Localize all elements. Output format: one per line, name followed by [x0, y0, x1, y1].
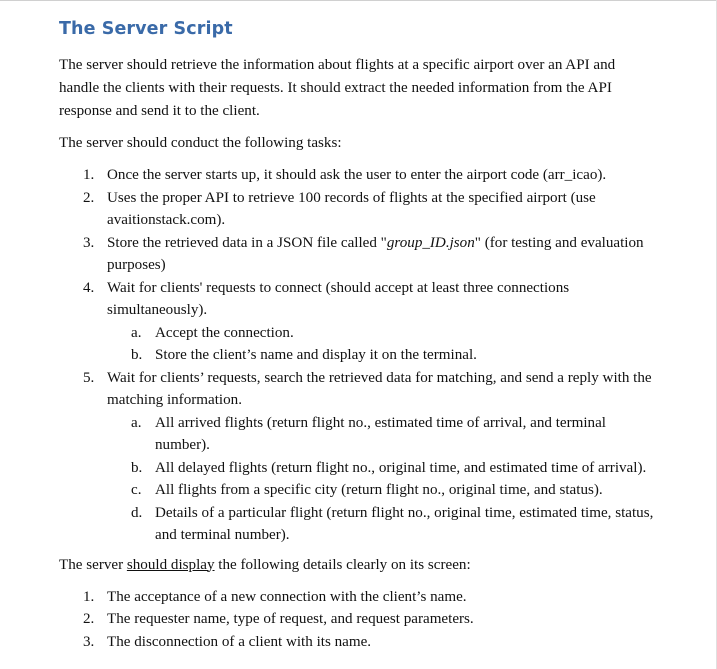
list-number: 4. [83, 279, 95, 296]
subtask-item [107, 502, 659, 547]
display-list [59, 586, 659, 654]
list-letter: c. [131, 482, 142, 498]
display-text: The acceptance of a new connection with the client’s name. [107, 588, 467, 605]
should-display-underlined: should display [126, 556, 215, 573]
display-lead-after: the following details clearly on its screen: [214, 556, 471, 573]
tasks-list [59, 164, 659, 547]
list-letter: a. [131, 414, 142, 431]
task-item-1 [59, 164, 659, 187]
list-number: 1. [83, 588, 95, 605]
display-lead-paragraph [59, 554, 659, 577]
task-item-5 [59, 367, 659, 547]
list-letter: a. [131, 324, 142, 341]
subtask-item [107, 322, 659, 345]
display-item-1 [59, 586, 659, 609]
task-text-before: Store the retrieved data in a JSON file called " [107, 234, 387, 251]
subtask-item [107, 412, 659, 457]
list-letter: b. [131, 347, 143, 363]
subtask-text: All flights from a specific city (return flight no., original time, and status). [155, 482, 603, 498]
subtask-text: All arrived flights (return flight no., estimated time of arrival, and terminal number). [155, 414, 606, 453]
list-number: 3. [83, 234, 95, 251]
top-border [0, 0, 717, 1]
task-text: Uses the proper API to retrieve 100 records of flights at the specified airport (use avaitionstack.com). [107, 189, 596, 228]
subtask-text: All delayed flights (return flight no., original time, and estimated time of arrival). [155, 459, 647, 476]
task-item-2 [59, 187, 659, 232]
subtask-text: Store the client’s name and display it on the terminal. [155, 347, 477, 363]
display-item-3 [59, 631, 659, 654]
display-text: The disconnection of a client with its name. [107, 633, 372, 650]
subtask-text: Accept the connection. [155, 324, 294, 341]
task-text: Wait for clients’ requests, search the retrieved data for matching, and send a reply with the matching information. [107, 369, 652, 408]
task-4-sublist [107, 322, 659, 367]
json-filename: group_ID.json [386, 234, 475, 251]
list-number: 5. [83, 369, 95, 386]
task-text: Once the server starts up, it should ask the user to enter the airport code (arr_icao). [107, 167, 607, 183]
list-number: 2. [83, 611, 95, 627]
task-text-after: " (for testing and evaluation purposes) [107, 234, 644, 273]
subtask-item [107, 344, 659, 367]
task-item-3 [59, 232, 659, 277]
section-heading: The Server Script [59, 19, 233, 39]
subtask-text: Details of a particular flight (return flight no., original time, estimated time, status, and terminal number). [155, 504, 654, 543]
task-item-4 [59, 277, 659, 367]
display-lead-before: The server [59, 556, 127, 573]
display-text: The requester name, type of request, and request parameters. [107, 611, 474, 627]
list-number: 1. [83, 167, 95, 183]
list-number: 2. [83, 189, 95, 206]
subtask-item [107, 457, 659, 480]
intro-paragraph: The server should retrieve the information about flights at a specific airport over an API and handle the clients with their requests. It should extract the needed information from the API response and send it to the client. [59, 57, 616, 119]
display-item-2 [59, 608, 659, 631]
subtask-item [107, 479, 659, 502]
list-letter: b. [131, 459, 143, 476]
document-page [59, 16, 659, 653]
list-letter: d. [131, 504, 143, 521]
task-text: Wait for clients' requests to connect (should accept at least three connections simultaneously). [107, 279, 570, 318]
tasks-lead-paragraph: The server should conduct the following tasks: [59, 135, 342, 151]
list-number: 3. [83, 633, 95, 650]
task-5-sublist [107, 412, 659, 547]
